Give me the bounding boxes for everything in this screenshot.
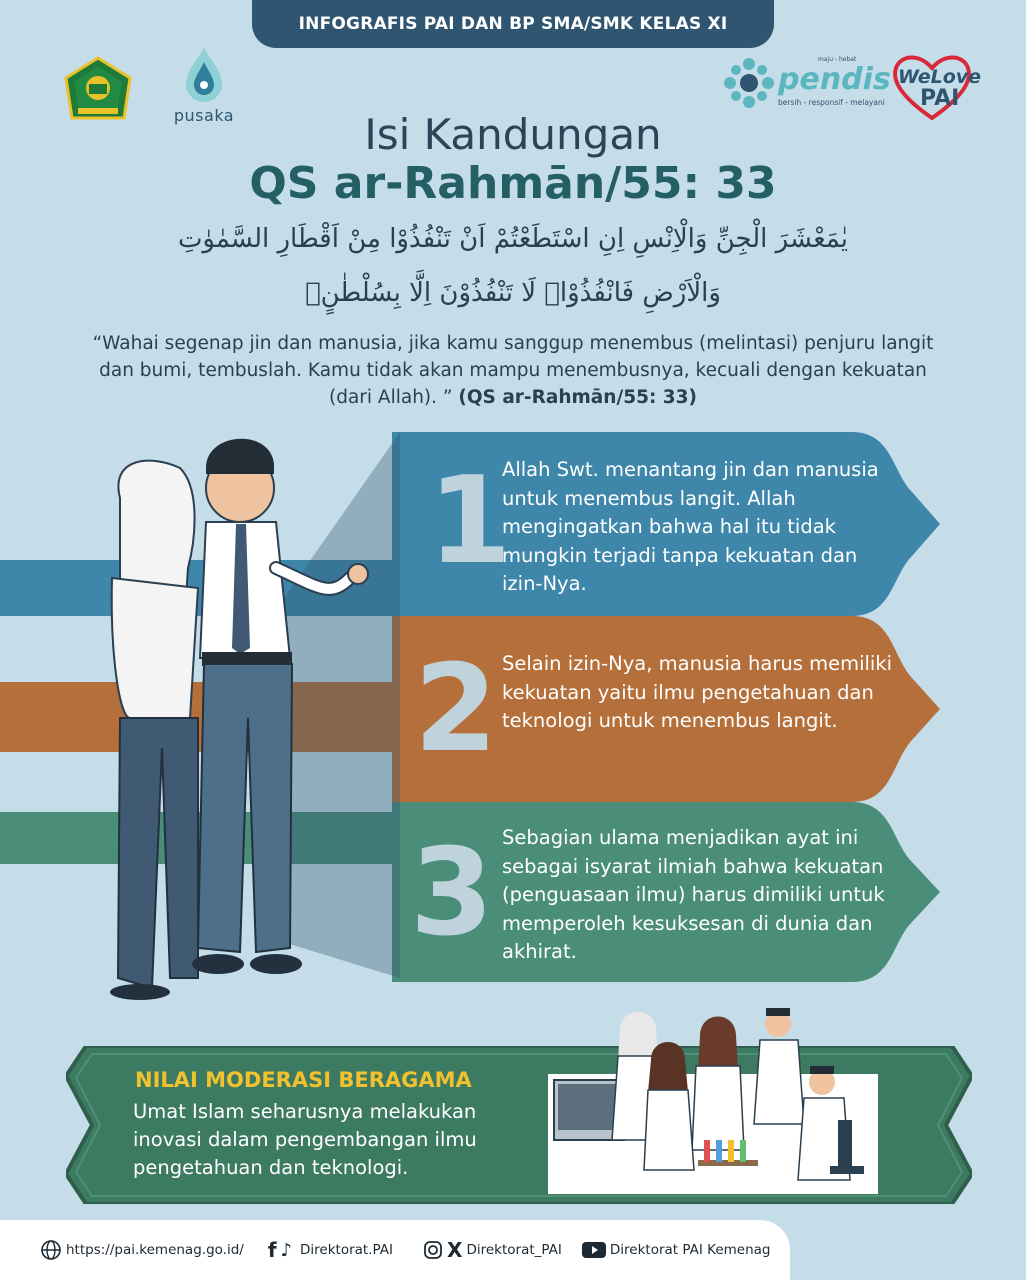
verse-translation <box>90 330 936 411</box>
pendis-tagline: bersih - responsif - melayani <box>778 98 885 107</box>
page-subtitle: QS ar-Rahmān/55: 33 <box>249 158 777 209</box>
page-title: Isi Kandungan <box>364 110 662 159</box>
translation-text: “Wahai segenap jin dan manusia, jika kamu sanggup menembus (melintasi) penjuru langit dan bumi, tembuslah. Kamu tidak akan mampu menembusnya, kecuali dengan kekuatan (dari Allah). ” <box>92 333 934 408</box>
point-text-2: Selain izin-Nya, manusia harus memiliki kekuatan yaitu ilmu pengetahuan dan teknologi untuk menembus langit. <box>502 652 893 732</box>
footer <box>0 1220 790 1280</box>
footer-instagram-x[interactable] <box>423 1238 562 1262</box>
instagram-x-handle[interactable]: Direktorat_PAI <box>466 1242 562 1258</box>
point-panel-2 <box>392 616 940 802</box>
welove-text: WeLove <box>898 66 982 88</box>
point-text-1: Allah Swt. menantang jin dan manusia untuk menembus langit. Allah mengingatkan bahwa hal itu tidak mungkin terjadi tanpa kekuatan dan izin-Nya. <box>502 458 879 595</box>
footer-facebook-tiktok[interactable] <box>268 1238 393 1262</box>
footer-youtube[interactable] <box>582 1241 771 1259</box>
pendis-wordmark: pendis <box>778 62 891 97</box>
arabic-verse-line-1: يٰمَعْشَرَ الْجِنِّ وَالْاِنْسِ اِنِ اسْتَطَعْتُمْ اَنْ تَنْفُذُوْا مِنْ اَقْطَارِ السَّمٰوٰتِ <box>177 224 849 254</box>
header-banner: INFOGRAFIS PAI DAN BP SMA/SMK KELAS XI <box>252 0 774 48</box>
students-illustration <box>90 418 410 1014</box>
pusaka-label: pusaka <box>173 106 235 125</box>
point-number-2: 2 <box>414 640 498 779</box>
lab-illustration <box>548 1000 878 1194</box>
facebook-icon: f <box>267 1238 277 1262</box>
point-number-3: 3 <box>410 824 494 963</box>
moderasi-text: Umat Islam seharusnya melakukan inovasi dalam pengembangan ilmu pengetahuan dan teknologi. <box>133 1100 477 1179</box>
x-icon: X <box>447 1238 463 1262</box>
globe-icon <box>40 1239 62 1261</box>
footer-website[interactable] <box>40 1239 244 1261</box>
facebook-tiktok-handle[interactable]: Direktorat.PAI <box>300 1242 394 1258</box>
youtube-handle[interactable]: Direktorat PAI Kemenag <box>609 1242 771 1258</box>
youtube-icon <box>582 1241 606 1259</box>
translation-source: (QS ar-Rahmān/55: 33) <box>458 387 697 408</box>
welove-pai-text: PAI <box>920 86 960 111</box>
point-text-3: Sebagian ulama menjadikan ayat ini sebagai isyarat ilmiah bahwa kekuatan (penguasaan ilmu) harus dimiliki untuk memperoleh kesuksesan di dunia dan akhirat. <box>502 826 885 963</box>
instagram-icon <box>423 1240 443 1260</box>
pendis-logo <box>722 56 891 112</box>
website-link[interactable]: https://pai.kemenag.go.id/ <box>66 1242 244 1258</box>
arabic-verse-line-2: وَالْاَرْضِ فَانْفُذُوْاۗ لَا تَنْفُذُوْنَ اِلَّا بِسُلْطٰنٍۚ <box>305 278 721 308</box>
point-panel-3 <box>392 802 940 982</box>
point-panel-1 <box>392 432 940 616</box>
tiktok-icon: ♪ <box>280 1239 293 1261</box>
point-number-1: 1 <box>428 452 512 591</box>
moderasi-title: NILAI MODERASI BERAGAMA <box>135 1068 472 1092</box>
pendis-maju: maju - hebat <box>818 56 857 63</box>
